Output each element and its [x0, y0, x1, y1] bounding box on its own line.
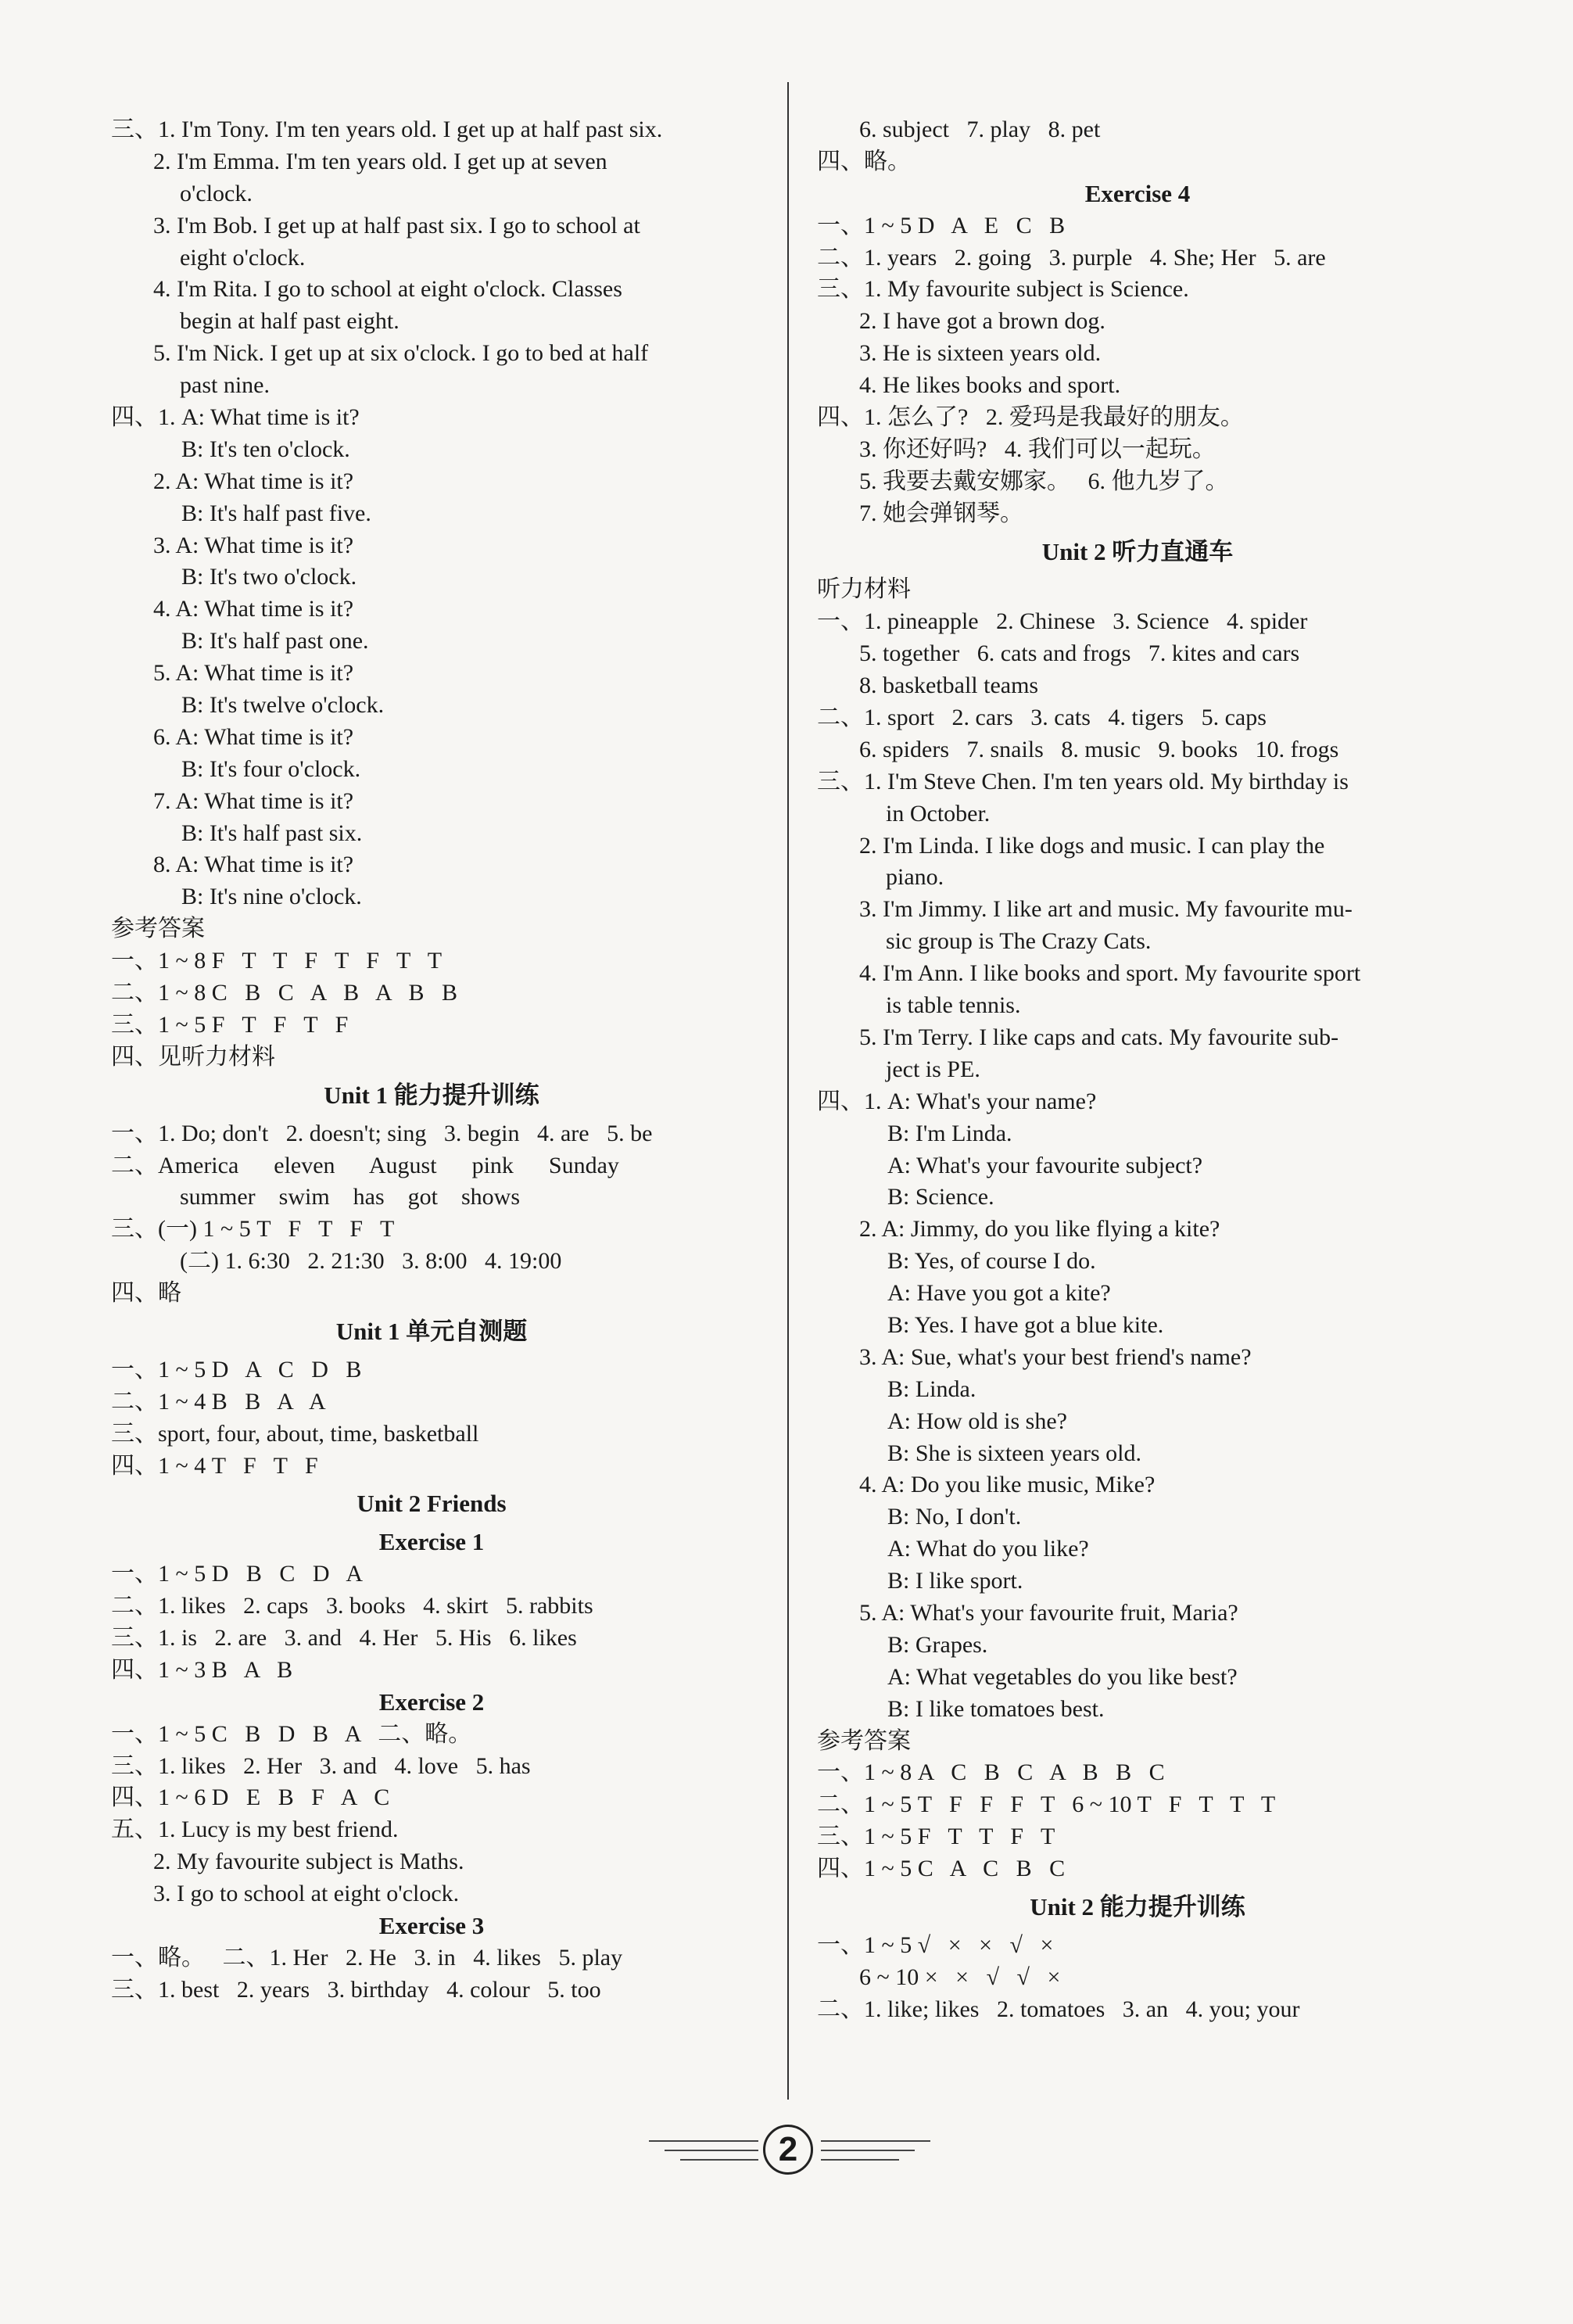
text-line: 4. I'm Ann. I like books and sport. My favourite sport [859, 960, 1361, 987]
text-line: A: What do you like? [887, 1536, 1089, 1562]
text-line: summer swim has got shows [180, 1184, 520, 1210]
text-line: 二、1 ~ 4 B B A A [111, 1388, 326, 1415]
text-line: 三、1. is 2. are 3. and 4. Her 5. His 6. likes [111, 1624, 577, 1651]
text-line: 2. A: What time is it? [153, 468, 354, 494]
page-number-area [649, 2123, 930, 2178]
text-line: 四、略。 [817, 148, 911, 174]
text-line: B: It's ten o'clock. [181, 436, 350, 462]
text-line: A: Have you got a kite? [887, 1280, 1111, 1307]
left-column [111, 114, 752, 2007]
text-line: B: Yes. I have got a blue kite. [887, 1311, 1164, 1338]
text-line: 二、1 ~ 5 T F F F T 6 ~ 10 T F T T T [817, 1791, 1276, 1818]
text-line: 二、America eleven August pink Sunday [111, 1152, 619, 1178]
text-line: A: What vegetables do you like best? [887, 1663, 1238, 1690]
text-line: 听力材料 [817, 576, 911, 603]
text-line: B: Linda. [887, 1375, 976, 1402]
text-line: 一、1 ~ 5 D A E C B [817, 212, 1066, 238]
page-number-rule [821, 2150, 915, 2151]
text-line: 一、1 ~ 5 D A C D B [111, 1356, 362, 1383]
text-line: 3. I'm Jimmy. I like art and music. My favourite mu- [859, 896, 1353, 923]
page-number-rule [821, 2159, 899, 2161]
section-heading: Unit 1 能力提升训练 [324, 1081, 539, 1109]
text-line: 8. A: What time is it? [153, 852, 354, 878]
text-line: 6 ~ 10 × × √ √ × [859, 1964, 1061, 1990]
text-line: 二、1 ~ 8 C B C A B A B B [111, 980, 457, 1006]
text-line: B: It's half past one. [181, 628, 369, 655]
text-line: 3. I'm Bob. I get up at half past six. I go to school at [153, 212, 640, 238]
text-line: 2. A: Jimmy, do you like flying a kite? [859, 1216, 1220, 1243]
text-line: 四、1. 怎么了? 2. 爱玛是我最好的朋友。 [817, 404, 1244, 431]
text-line: 4. I'm Rita. I go to school at eight o'clock. Classes [153, 276, 622, 303]
text-line: sic group is The Crazy Cats. [886, 928, 1152, 955]
text-line: 三、1. I'm Tony. I'm ten years old. I get up at half past six. [111, 117, 663, 142]
page-number-rule [649, 2140, 758, 2142]
text-line: in October. [886, 800, 991, 827]
section-heading: Exercise 2 [378, 1687, 485, 1716]
text-line: B: No, I don't. [887, 1504, 1022, 1530]
text-line: A: What's your favourite subject? [887, 1152, 1203, 1178]
text-line: 2. I'm Linda. I like dogs and music. I can play the [859, 832, 1325, 859]
text-line: 四、1 ~ 3 B A B [111, 1656, 293, 1683]
text-line: 一、1 ~ 5 C B D B A 二、略。 [111, 1720, 472, 1747]
text-line: is table tennis. [886, 992, 1021, 1019]
text-line: piano. [886, 864, 944, 891]
text-line: eight o'clock. [180, 244, 306, 271]
section-heading: Unit 2 能力提升训练 [1030, 1892, 1245, 1921]
text-line: 4. A: What time is it? [153, 596, 354, 622]
section-heading: Unit 1 单元自测题 [335, 1317, 528, 1345]
text-line: 一、1. pineapple 2. Chinese 3. Science 4. spider [817, 608, 1308, 635]
column-divider [787, 82, 789, 2100]
text-line: B: It's half past five. [181, 500, 371, 526]
text-line: 四、1 ~ 6 D E B F A C [111, 1784, 390, 1811]
text-line: 二、1. likes 2. caps 3. books 4. skirt 5. rabbits [111, 1593, 593, 1619]
text-line: B: It's nine o'clock. [181, 884, 362, 910]
text-line: 三、1. best 2. years 3. birthday 4. colour 5. too [111, 1976, 601, 2003]
right-column [817, 114, 1458, 2026]
text-line: 5. I'm Terry. I like caps and cats. My favourite sub- [859, 1024, 1339, 1050]
text-line: 7. 她会弹钢琴。 [859, 500, 1023, 526]
text-line: 5. together 6. cats and frogs 7. kites and cars [859, 640, 1300, 667]
text-line: B: Science. [887, 1184, 994, 1210]
text-line: ject is PE. [886, 1056, 980, 1082]
text-line: 2. I have got a brown dog. [859, 308, 1105, 335]
text-line: 三、1. I'm Steve Chen. I'm ten years old. My birthday is [817, 768, 1349, 794]
text-line: o'clock. [180, 180, 253, 206]
section-heading: Exercise 1 [378, 1528, 485, 1556]
text-line: 参考答案 [817, 1727, 911, 1754]
text-line: 一、1 ~ 8 F T T F T F T T [111, 948, 443, 974]
text-line: 四、1 ~ 4 T F T F [111, 1452, 318, 1479]
text-line: A: How old is she? [887, 1408, 1067, 1434]
text-line: B: It's four o'clock. [181, 755, 361, 782]
text-line: 四、1 ~ 5 C A C B C [817, 1856, 1066, 1882]
section-heading: Unit 2 Friends [357, 1490, 507, 1518]
text-line: 三、sport, four, about, time, basketball [111, 1420, 479, 1447]
text-line: 3. A: What time is it? [153, 532, 354, 558]
text-line: 三、1. My favourite subject is Science. [817, 276, 1189, 303]
text-line: 5. I'm Nick. I get up at six o'clock. I go to bed at half [153, 340, 649, 367]
text-line: B: Grapes. [887, 1631, 988, 1658]
text-line: B: It's twelve o'clock. [181, 692, 385, 719]
text-line: B: Yes, of course I do. [887, 1248, 1096, 1275]
text-line: 6. subject 7. play 8. pet [859, 117, 1101, 142]
text-line: 一、略。 二、1. Her 2. He 3. in 4. likes 5. play [111, 1944, 623, 1971]
text-line: 一、1. Do; don't 2. doesn't; sing 3. begin 4. are 5. be [111, 1120, 653, 1146]
text-line: begin at half past eight. [180, 308, 400, 335]
text-line: 2. My favourite subject is Maths. [153, 1849, 464, 1875]
text-line: 二、1. sport 2. cars 3. cats 4. tigers 5. caps [817, 705, 1267, 731]
text-line: B: It's half past six. [181, 819, 363, 846]
text-line: B: I'm Linda. [887, 1120, 1012, 1146]
section-heading: Unit 2 听力直通车 [1041, 537, 1234, 565]
page-number: 2 [763, 2125, 813, 2175]
text-line: 四、1. A: What's your name? [817, 1088, 1097, 1114]
text-line: 4. A: Do you like music, Mike? [859, 1472, 1156, 1498]
text-line: 三、1 ~ 5 F T F T F [111, 1011, 349, 1038]
page-number-rule [665, 2150, 758, 2151]
text-line: 二、1. like; likes 2. tomatoes 3. an 4. you; your [817, 1996, 1300, 2022]
text-line: B: I like tomatoes best. [887, 1695, 1105, 1722]
text-line: 8. basketball teams [859, 672, 1039, 699]
text-line: B: I like sport. [887, 1568, 1023, 1594]
text-line: 3. 你还好吗? 4. 我们可以一起玩。 [859, 436, 1216, 462]
text-line: 三、1. likes 2. Her 3. and 4. love 5. has [111, 1752, 531, 1779]
text-line: B: She is sixteen years old. [887, 1440, 1141, 1466]
text-line: 5. A: What's your favourite fruit, Maria? [859, 1599, 1238, 1626]
text-line: 一、1 ~ 8 A C B C A B B C [817, 1759, 1165, 1786]
text-line: 三、1 ~ 5 F T T F T [817, 1824, 1055, 1850]
text-line: 2. I'm Emma. I'm ten years old. I get up at seven [153, 148, 607, 174]
page-number-rule [680, 2159, 758, 2161]
text-line: 4. He likes books and sport. [859, 372, 1121, 399]
text-line: 一、1 ~ 5 D B C D A [111, 1561, 364, 1587]
text-line: 3. A: Sue, what's your best friend's name? [859, 1343, 1252, 1370]
text-line: 三、(一) 1 ~ 5 T F T F T [111, 1216, 395, 1243]
text-line: 四、略 [111, 1280, 181, 1307]
text-line: 7. A: What time is it? [153, 787, 354, 814]
text-line: 四、1. A: What time is it? [111, 404, 360, 431]
text-line: 3. He is sixteen years old. [859, 340, 1102, 367]
text-line: 参考答案 [111, 916, 205, 942]
text-line: past nine. [180, 372, 270, 399]
page-number-rule [821, 2140, 930, 2142]
text-line: B: It's two o'clock. [181, 564, 357, 590]
text-line: 6. A: What time is it? [153, 723, 354, 750]
text-line: 3. I go to school at eight o'clock. [153, 1881, 460, 1907]
section-heading: Exercise 3 [378, 1911, 485, 1939]
text-line: 五、1. Lucy is my best friend. [111, 1817, 399, 1843]
section-heading: Exercise 4 [1084, 179, 1191, 207]
text-line: 5. 我要去戴安娜家。 6. 他九岁了。 [859, 468, 1229, 494]
text-line: 四、见听力材料 [111, 1043, 275, 1070]
text-line: 二、1. years 2. going 3. purple 4. She; Her 5. are [817, 244, 1326, 271]
text-line: 5. A: What time is it? [153, 660, 354, 687]
text-line: 6. spiders 7. snails 8. music 9. books 10. frogs [859, 736, 1339, 762]
text-line: (二) 1. 6:30 2. 21:30 3. 8:00 4. 19:00 [180, 1248, 562, 1275]
text-line: 一、1 ~ 5 √ × × √ × [817, 1931, 1054, 1958]
